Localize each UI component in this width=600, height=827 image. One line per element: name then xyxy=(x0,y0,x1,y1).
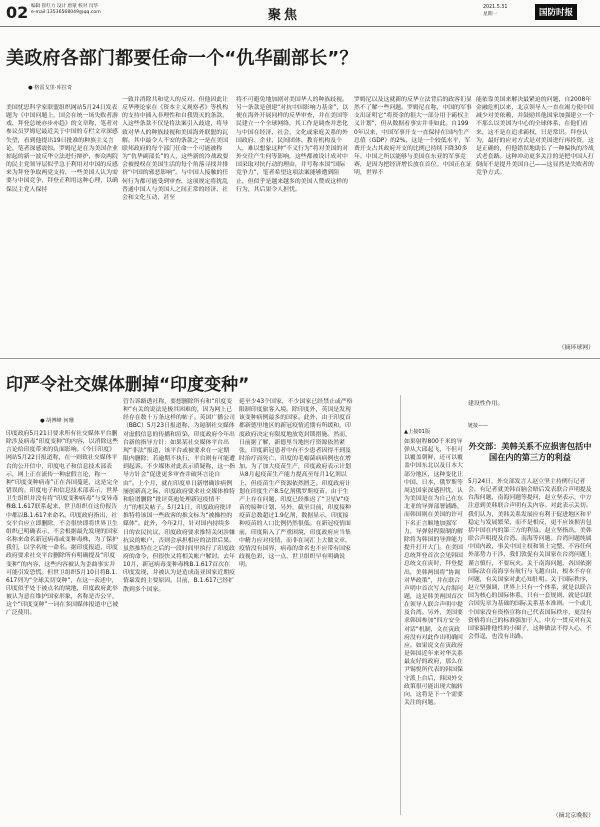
article2-column-5: 如果射程800千米的导弹从大邱起飞，不但可以覆盖朝鲜，还可以覆盖中国东北以及日本大部分地区，这种变化让中国、日本、俄罗斯等周边国家深感担忧，认为美国是在为自己在东北亚的导弹部署铺路，而韩国则在美国的许可下名正言顺地加强军力，导弹射程限制的解除将为韩国的导弹能力提升打开大门。在美国总统拜登首次会见韩国总统文在寅时，拜登提出，美韩两国将“协调对华政策”，并在联合声明中首次写入台海问题，这是韩美两国首次在领导人联合声明中提及台湾。另外，美国要求韩国参加“四方安全对话”机制，文在寅政府没有对此作出明确回应。如果说文在寅政府是韩国近年来对华关系最友好的政府，那么在尹锡悦所代表的韩国保守派上台后，韩国外交政策很可能出现大幅转向，这将是下一个需要关注的问题。 xyxy=(404,439,463,706)
article1-column-4: 罗姆尼以及这就新的反华立法背后的政客们显然不了解一些问题。罗姆尼在称，中国的军事支出证明它“将资金的很大一部分用于霸权主义计划”，但从数据看事实并非如此。自1990年以来，中国军事开支一直保持在国内生产总值（GDP）的2%，这是一个较低水平，军费开支占其政府开支的比例已持续下降30多年。中国之所以能够与美国在东亚的军事竞赛，是因为把经济增长放在首位。中国正在证明，世界不 xyxy=(354,97,472,177)
editor-info xyxy=(31,4,139,16)
article1-column-5: 能依靠美国来解决最紧迫的问题，自2008年金融危机以来，北京领导人一直在竭力使中国减少对美依赖，并鼓励其他国家加强建立一个不那么以美国为中心的全球体系，在他们看来，这不是在追求霸权，只是常识。拜登认为，最好的应对方式是对美国进行再投资，这是正确的，但他错误地助长了一种偏执的冷战式老套路。这种冲动更多关注的是把中国人打倒而不是提升美国自己——这显然是失败者的竞争方式。 xyxy=(476,97,594,177)
article2-byline: ● 胡博峰 何珊 xyxy=(40,418,74,424)
issue-date xyxy=(483,4,523,18)
article2-title: 印严令社交媒体删掉“印度变种” xyxy=(6,375,250,395)
weekday-line: 星期一 xyxy=(483,12,498,17)
article1-column-1: 美国忧思科学家联盟组织网站5月24日发表题为《中国问题上，国会在统一场失败者游戏，拜登总统亦步亦趋》的文章称，笔者对参议员罗姆尼最近关于中国的专栏文章深感失望，看到他提出19日批准的种族主义言论，笔者深感震惊。罗姆尼是在为美国企业掠起的新一波反华立法进行辩护，参众两院的民主党领导层似乎急于利用对中国的反感来为拜登争取两党支持，一些美国人认为需要与中国竞争，拜登正利用这种心理，以确保民主党人保持 xyxy=(6,105,118,193)
article1-title: 美政府各部门都要任命一个“仇华副部长”？ xyxy=(6,48,358,69)
sidebar-source: （摘北京晚报） xyxy=(552,813,594,819)
email-line: e-mail:13536568049@qq.com xyxy=(31,10,101,15)
article2-column-3: 延至少43个国家，不少国家已经禁止或严格限制印度旅客入境。除印度外，英国是发现该变种病例最多的国家。此外，由于印度首都新德里地区的新冠疫情近期有所缓和，印度政府决定有限度地放宽封锁措施。然而，日前据了解，新德里当地医疗资源依然紧张，印度新冠患者中有不少患者因得不到及时治疗而死亡，印度的毛霉菌病病例也在增加。为了加大疫苗生产，印度政府表示计划从8月起疫苗生产能力提高至每月1亿剂以上，但疫苗生产资源依然匮乏。印度政府计划在印度生产8.5亿剂俄罗斯疫苗，由于生产上存在问题，印度已经推迟了“卫星V”疫苗的接种计划，另外，截至目前，印度接种疫苗总数超过1.9亿剂，数据显示，印度接种疫苗的人口比例仍然很低。在新冠疫情面前，印度陷入了严重困境，印度政府应当集中精力应对疫情，而非在词汇上大做文章，疫情没有国界，病毒的命名也不应带有国家歧视色彩，这一点，世卫组织早有明确说明。 xyxy=(239,399,353,569)
page-number: 02 xyxy=(6,3,29,22)
article2-column-2: 管告诉路透社称，要想删除所有和“印度变种”有关的说法是极其困难的，因为网上已经存在数十万条这样的帖子。英国广播公司（BBC）5月23日报道称，为遏制社交媒体对虚假信息的传播和渲染，印度政府今年出台新的指导方针：如果某社交媒体平台出现“非法”报道，该平台或被要求在一定期限内删除；若逾期不执行，平台则有可能遭到起诉。不少媒体对此表示质疑称，这一指导方针会“促进更多审查并破坏言论自由”。上个月，就在印度单日新增确诊病例屡创新高之际，印度政府要求社交媒体推特和脸谱删除“批评莫迪处理新冠疫情不力”的相关帖子。5月21日，印度政府批评推特将该国一些政客的推文标为“被操控的媒体”。此外，今年2月，针对国内持续多日的农民抗议，印度政府要求推特关闭涉嫌抗议的帐户，否则会承担相应的法律后果。虽然推特在之后的一段时间里执行了印度政府的命令，但很快又将相关帐户解封。去年10月，新冠病毒变种毒株B.1.617首次在印度发现，并被认为是造成南亚国家近期疫情暴发的主要原因。目前，B.1.617已经扩散到多个国家。 xyxy=(123,399,235,593)
column-divider xyxy=(400,395,401,815)
continued-tag: ▲上接01版 xyxy=(404,429,431,435)
article1-column-3: 将不可避免地加剧对美国华人的种族歧视。另一条款是创建“对抗中国影响力基金”，以便在海外开展同样的反华审查，并在美国等民建立一个全球网络，其工作是调查并恶化与中国在经济、社会、文化或家庭关系的外国政府、企业、民间团体、教育机构及个人，难以想象这种“不义行为”将对美国的对外交往产生何等影响，这些都被设计成对中国采取对抗行动的理由，并号称本国“国际竞争力”，笔者希望这项法案能够遭到阻止，但似乎是越来越多的美国人赞成这样的行为，其后果令人担忧。 xyxy=(236,97,349,193)
article2-column-1: 印度政府5月21日要求所有社交媒体平台删除涉及病毒“印度变种”的内容，以消除这些言论给印度带来的负面影响。《今日印度》网站5月22日报道称，在一则致社交媒体平台的公开信中，印度电子和信息技术部表示，网上正在流传一种虚假言论，称一种“印度变种病毒”正在各国蔓延，这是完全错误的。印度电子和信息技术部表示，世界卫生组织并没有将“印度变种病毒”与变异毒株B.1.617联系起来，世卫组织在这份报告中都以B.1.617来命名。印度政府指出，社交平台应立即删除，不会很快即将世界卫生组织已明确表示，不会根据最先发现的国家名称来命名新冠病毒或变种毒株，为了保护我们，以学名统一命名。据印度报道，印度政府要求社交平台删除所有明确提及“印度变种”的内容，这些内容被认为歪曲事实并可能引发恐慌。但世卫组织5月10日将B.1.617列为“全球关切变种”，在这一表述中，印度似乎处于被点名的境地，印度政府此举被认为意在维护国家形象，名称是否公平，这个“印度变种”一词在多国媒体报道中已被广泛使用。 xyxy=(6,431,119,617)
article1-source: （摘环球网） xyxy=(558,345,594,351)
masthead-logo: 国防时报 xyxy=(535,4,577,20)
article2-column-6: 建设性作用。 xyxy=(468,401,504,407)
article1-column-2: 一致并消除共和党人的反对。但他因此让反华理论家在《资本主义观察者》等机构的支持中插入非理性和自我毁灭的条款，入这些条款不仅是将法案引入歧途，将导致对华人的种族歧视和美国海外联盟的瓦解。其中最令人不安的条款之一是在美国联邦政府的每个部门任命一个可能被称为“仇华副部长”的人，这些新的冷战政要会被授权在美国生活的每个角落寻找并排挤“中国的邪恶影响”。与中国人接触的任何行为都可能受到审查，这项规定将扰乱普通中国人与美国人之间正常的经济、社会和文化互动，甚至 xyxy=(122,97,229,201)
date-line: 2021.5.31 xyxy=(483,5,508,10)
sidebar-headline: 外交部：美韩关系不应损害包括中国在内的第三方的利益 xyxy=(468,441,592,462)
section-divider xyxy=(0,358,600,359)
article2-column-4-placeholder xyxy=(357,398,389,408)
page-header xyxy=(0,0,600,27)
section-name: 聚焦 xyxy=(268,8,301,23)
sidebar-body: 5月24日，外交部发言人赵立坚主持例行记者会。有记者就美韩首脑会晤后发表联合声明提及台海问题，南海问题等提问，赵立坚表示，中方注意到美韩联合声明有关内容。对此表示关切。我们认为，美韩关系发展应有利于促进地区和平稳定与发展繁荣，而不是相反，更不应该损害包括中国在内的第三方的利益。赵立坚指出，美韩联合声明提及台湾、南海等问题。台湾问题纯属中国内政，事关中国主权和领土完整，不容任何外部势力干涉，我们敦促有关国家在台湾问题上谨言慎行，不要玩火。关于南海问题，各国依据国际法在南海享有航行与飞越自由，根本不存在问题，有关国家对此心知肚明。关于国际秩序，赵立坚强调，世界上只有一个体系，就是以联合国为核心的国际体系，只有一套规则，就是以联合国宪章为基础的国际关系基本准则。一个或几个国家没有资格宣称自己代表国际秩序，更没有资格将自己的标准强加于人。中方一贯反对有关国家搞排他性的小圈子，这种做法不得人心，不会得逞，也没有出路。 xyxy=(468,479,592,640)
sidebar-label: 链接—— xyxy=(468,423,489,429)
editor-line: 编辑 崔红力 设计 唐蒙 校对 闫华 xyxy=(31,4,99,9)
article1-byline: ● 格雷戈里·库拉奇 xyxy=(28,85,73,91)
